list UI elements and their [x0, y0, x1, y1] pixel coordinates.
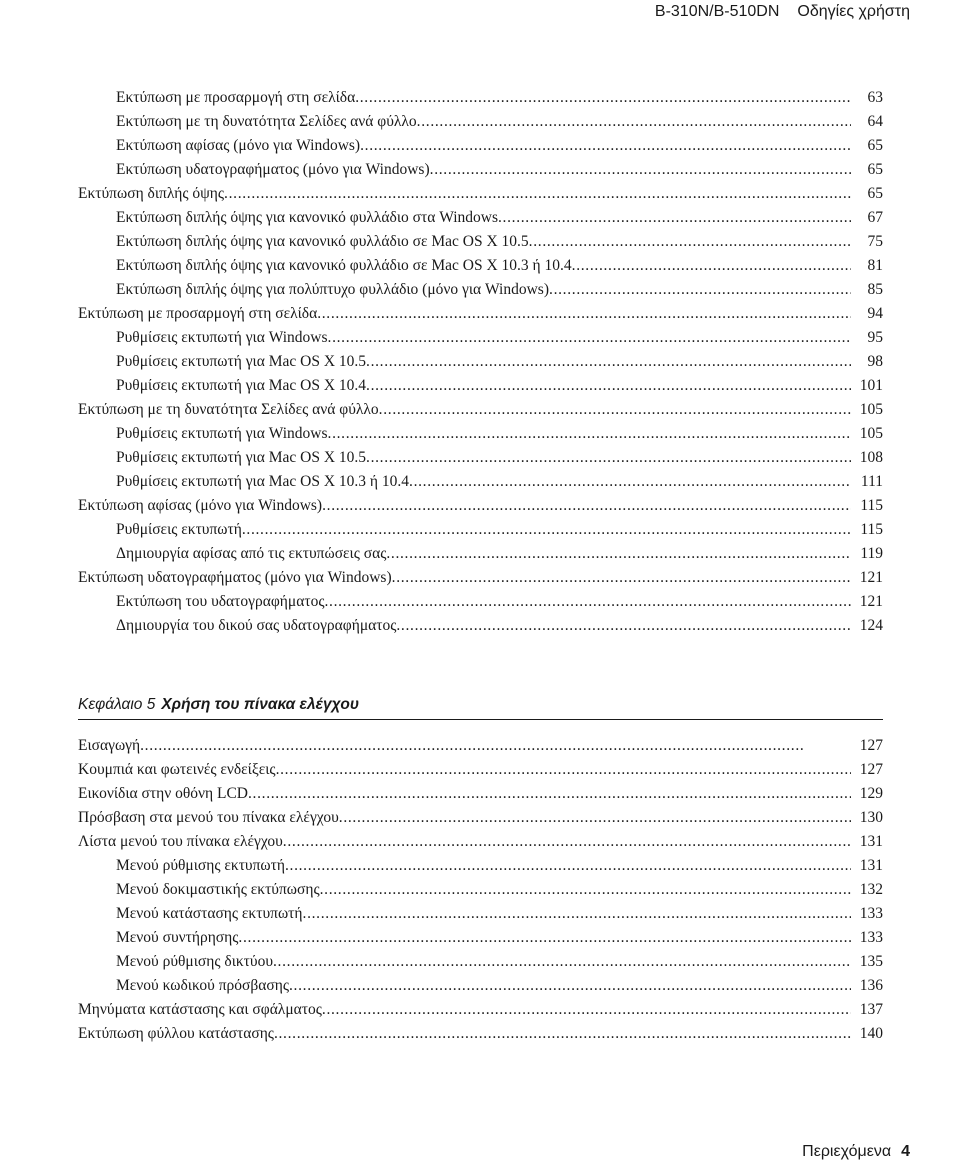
toc-entry-page: 105 [859, 401, 883, 418]
toc-dot-leader [417, 110, 851, 134]
toc-entry-title: Κουμπιά και φωτεινές ενδείξεις [78, 761, 276, 778]
toc-dot-leader [276, 758, 851, 782]
toc-entry-title: Εκτύπωση αφίσας (μόνο για Windows) [116, 137, 361, 154]
toc-subentry[interactable] [78, 422, 883, 446]
toc-entry-page: 65 [867, 161, 883, 178]
toc-entry-title: Εκτύπωση φύλλου κατάστασης [78, 1025, 274, 1042]
toc-dot-leader [273, 950, 851, 974]
toc-entry-page: 132 [859, 881, 883, 898]
toc-subentry[interactable] [78, 254, 883, 278]
toc-subentry[interactable] [78, 110, 883, 134]
toc-subentry[interactable] [78, 926, 883, 950]
toc-entry-page: 131 [859, 833, 883, 850]
toc-entry[interactable] [78, 734, 883, 758]
toc-entry[interactable] [78, 758, 883, 782]
toc-subentry[interactable] [78, 950, 883, 974]
toc-dot-leader [303, 902, 851, 926]
toc-dot-leader [498, 206, 851, 230]
running-footer [802, 1141, 910, 1163]
toc-dot-leader [238, 926, 851, 950]
toc-entry[interactable] [78, 566, 883, 590]
toc-entry-title: Εκτύπωση διπλής όψης [78, 185, 225, 202]
toc-dot-leader [242, 518, 851, 542]
toc-subentry[interactable] [78, 902, 883, 926]
toc-dot-leader [328, 422, 851, 446]
toc-entry-title: Δημιουργία αφίσας από τις εκτυπώσεις σας [116, 545, 387, 562]
chapter-heading[interactable] [78, 694, 883, 720]
toc-entry-page: 130 [859, 809, 883, 826]
toc-entry[interactable] [78, 398, 883, 422]
toc-entry[interactable] [78, 302, 883, 326]
toc-entry-page: 119 [860, 545, 883, 562]
toc-entry-title: Δημιουργία του δικού σας υδατογραφήματος [116, 617, 397, 634]
toc-dot-leader [379, 398, 851, 422]
toc-dot-leader [529, 230, 851, 254]
toc-subentry[interactable] [78, 86, 883, 110]
toc-entry-title: Εκτύπωση με προσαρμογή στη σελίδα [78, 305, 318, 322]
toc-entry-page: 65 [867, 137, 883, 154]
toc-entry-title: Εκτύπωση διπλής όψης για κανονικό φυλλάδιο σε Mac OS X 10.5 [116, 233, 529, 250]
toc-dot-leader [366, 350, 851, 374]
footer-page-number: 4 [901, 1143, 910, 1160]
toc-entry-page: 64 [867, 113, 883, 130]
toc-entry-title: Εκτύπωση διπλής όψης για κανονικό φυλλάδιο σε Mac OS X 10.3 ή 10.4 [116, 257, 572, 274]
toc-entry-page: 115 [860, 521, 883, 538]
toc-subentry[interactable] [78, 374, 883, 398]
toc-dot-leader [322, 998, 851, 1022]
toc-entry[interactable] [78, 494, 883, 518]
toc-dot-leader [320, 878, 851, 902]
toc-entry-page: 65 [867, 185, 883, 202]
toc-entry-title: Εκτύπωση υδατογραφήματος (μόνο για Windows) [116, 161, 430, 178]
toc-entry-page: 140 [859, 1025, 883, 1042]
toc-dot-leader [324, 590, 851, 614]
toc-subentry[interactable] [78, 614, 883, 638]
toc-list-second [78, 734, 883, 1046]
toc-dot-leader [392, 566, 851, 590]
toc-dot-leader [289, 974, 851, 998]
toc-entry-page: 137 [859, 1001, 883, 1018]
toc-subentry[interactable] [78, 326, 883, 350]
toc-subentry[interactable] [78, 158, 883, 182]
toc-entry-page: 121 [859, 593, 883, 610]
toc-entry-title: Μενού ρύθμισης εκτυπωτή [116, 857, 285, 874]
toc-dot-leader [322, 494, 851, 518]
toc-entry-title: Μενού κατάστασης εκτυπωτή [116, 905, 303, 922]
toc-entry-page: 85 [867, 281, 883, 298]
toc-entry-title: Μενού ρύθμισης δικτύου [116, 953, 273, 970]
toc-entry[interactable] [78, 998, 883, 1022]
running-header [655, 0, 910, 23]
toc-dot-leader [386, 542, 851, 566]
toc-entry-title: Ρυθμίσεις εκτυπωτή για Windows [116, 329, 328, 346]
toc-list-first [78, 86, 883, 638]
toc-dot-leader [140, 734, 851, 758]
toc-dot-leader [366, 374, 851, 398]
toc-entry-title: Εισαγωγή [78, 737, 141, 754]
toc-dot-leader [396, 614, 851, 638]
toc-dot-leader [248, 782, 851, 806]
toc-dot-leader [224, 182, 851, 206]
toc-entry-page: 98 [867, 353, 883, 370]
toc-dot-leader [285, 854, 851, 878]
toc-entry-title: Εκτύπωση με τη δυνατότητα Σελίδες ανά φύλλο [78, 401, 379, 418]
guide-title: Οδηγίες χρήστη [797, 3, 910, 20]
chapter-label: Κεφάλαιο 5 [78, 696, 156, 713]
chapter-title: Χρήση του πίνακα ελέγχου [161, 696, 359, 713]
toc-entry-title: Ρυθμίσεις εκτυπωτή για Windows [116, 425, 328, 442]
toc-entry-page: 136 [859, 977, 883, 994]
toc-entry-page: 111 [860, 473, 883, 490]
toc-entry-title: Λίστα μενού του πίνακα ελέγχου [78, 833, 283, 850]
toc-entry-page: 108 [859, 449, 883, 466]
toc-subentry[interactable] [78, 518, 883, 542]
toc-dot-leader [409, 470, 851, 494]
toc-subentry[interactable] [78, 974, 883, 998]
toc-entry-title: Εκτύπωση αφίσας (μόνο για Windows) [78, 497, 323, 514]
toc-entry-title: Ρυθμίσεις εκτυπωτή για Mac OS X 10.4 [116, 377, 367, 394]
toc-subentry[interactable] [78, 278, 883, 302]
toc-entry-title: Εκτύπωση του υδατογραφήματος [116, 593, 325, 610]
toc-entry-page: 81 [867, 257, 883, 274]
toc-subentry[interactable] [78, 230, 883, 254]
toc-entry-page: 131 [859, 857, 883, 874]
toc-entry-title: Ρυθμίσεις εκτυπωτή για Mac OS X 10.5 [116, 353, 367, 370]
toc-dot-leader [317, 302, 851, 326]
toc-subentry[interactable] [78, 878, 883, 902]
toc-entry-page: 124 [859, 617, 883, 634]
toc-entry-title: Μηνύματα κατάστασης και σφάλματος [78, 1001, 322, 1018]
toc-subentry[interactable] [78, 590, 883, 614]
toc-subentry[interactable] [78, 446, 883, 470]
toc-entry-page: 115 [860, 497, 883, 514]
toc-entry[interactable] [78, 1022, 883, 1046]
toc-subentry[interactable] [78, 134, 883, 158]
toc-dot-leader [355, 86, 851, 110]
toc-entry-title: Μενού συντήρησης [116, 929, 239, 946]
toc-entry-page: 135 [859, 953, 883, 970]
toc-entry-title: Εκτύπωση υδατογραφήματος (μόνο για Windows) [78, 569, 392, 586]
toc-dot-leader [274, 1022, 851, 1046]
toc-entry-title: Ρυθμίσεις εκτυπωτή [116, 521, 242, 538]
toc-dot-leader [328, 326, 851, 350]
toc-entry-title: Πρόσβαση στα μενού του πίνακα ελέγχου [78, 809, 339, 826]
toc-entry[interactable] [78, 806, 883, 830]
toc-entry-title: Μενού κωδικού πρόσβασης [116, 977, 289, 994]
product-name: B-310N/B-510DN [654, 3, 780, 20]
toc-dot-leader [339, 806, 851, 830]
toc-entry-page: 105 [859, 425, 883, 442]
toc-entry-page: 63 [867, 89, 883, 106]
toc-entry-page: 101 [859, 377, 883, 394]
toc-entry-page: 94 [867, 305, 883, 322]
toc-entry-page: 127 [859, 761, 883, 778]
toc-entry[interactable] [78, 830, 883, 854]
toc-subentry[interactable] [78, 542, 883, 566]
toc-entry-page: 95 [867, 329, 883, 346]
toc-subentry[interactable] [78, 854, 883, 878]
toc-entry-page: 121 [859, 569, 883, 586]
toc-dot-leader [283, 830, 851, 854]
toc-dot-leader [430, 158, 851, 182]
toc-entry-title: Εκτύπωση διπλής όψης για πολύπτυχο φυλλάδιο (μόνο για Windows) [116, 281, 550, 298]
toc-entry-page: 129 [859, 785, 883, 802]
toc-entry-title: Εκτύπωση με προσαρμογή στη σελίδα [116, 89, 356, 106]
toc-entry-page: 133 [859, 929, 883, 946]
footer-section: Περιεχόμενα [802, 1143, 892, 1160]
toc-dot-leader [366, 446, 851, 470]
toc-entry-title: Εκτύπωση διπλής όψης για κανονικό φυλλάδιο στα Windows [116, 209, 498, 226]
toc-entry-page: 67 [867, 209, 883, 226]
toc-entry-title: Μενού δοκιμαστικής εκτύπωσης [116, 881, 320, 898]
toc-entry-page: 133 [859, 905, 883, 922]
toc-entry[interactable] [78, 182, 883, 206]
toc-entry[interactable] [78, 782, 883, 806]
toc-dot-leader [549, 278, 851, 302]
toc-entry-title: Ρυθμίσεις εκτυπωτή για Mac OS X 10.3 ή 10.4 [116, 473, 410, 490]
toc-entry-page: 75 [867, 233, 883, 250]
toc-dot-leader [360, 134, 851, 158]
toc-dot-leader [572, 254, 851, 278]
toc-subentry[interactable] [78, 350, 883, 374]
toc-entry-page: 127 [859, 737, 883, 754]
toc-subentry[interactable] [78, 206, 883, 230]
toc-entry-title: Εκτύπωση με τη δυνατότητα Σελίδες ανά φύλλο [116, 113, 417, 130]
toc-entry-title: Εικονίδια στην οθόνη LCD [78, 785, 248, 802]
toc-entry-title: Ρυθμίσεις εκτυπωτή για Mac OS X 10.5 [116, 449, 367, 466]
toc-subentry[interactable] [78, 470, 883, 494]
